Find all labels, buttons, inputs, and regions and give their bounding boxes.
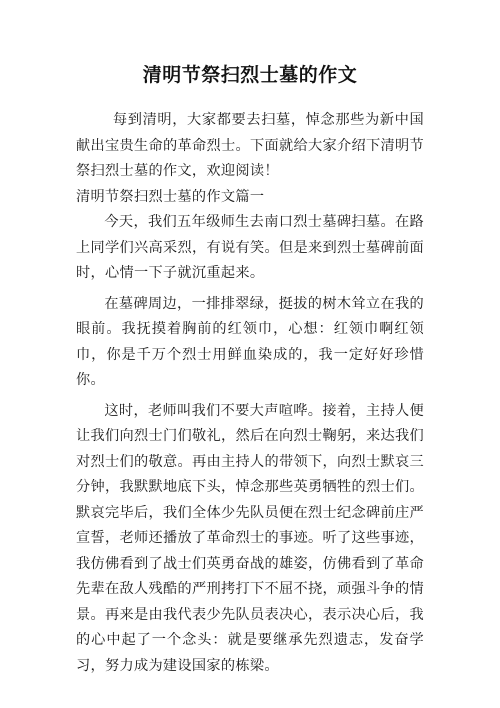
body-paragraph-1: 今天，我们五年级师生去南口烈士墓碑扫墓。在路上同学们兴高采烈，有说有笑。但是来到烈士墓碑前面时，心情一下子就沉重起来。 [76,214,424,281]
body-paragraph-3: 这时，老师叫我们不要大声喧哗。接着，主持人便让我们向烈士门们敬礼，然后在向烈士鞠躬，来达我们对烈士们的敬意。再由主持人的带领下，向烈士默哀三分钟，我默默地底下头，悼念那些英勇牺牲的烈士们。默哀完毕后，我们全体少先队员便在烈士纪念碑前庄严宣誓，老师还播放了革命烈士的事迹。听了这些事迹，我仿佛看到了战士们英勇奋战的雄姿，仿佛看到了革命先辈在敌人残酷的严刑拷打下不屈不挠，顽强斗争的情景。再来是由我代表少先队员表决心，表示决心后，我的心中起了一个念头：就是要继承先烈遗志，发奋学习，努力成为建设国家的栋梁。 [76,402,424,674]
body-paragraph-2: 在墓碑周边，一排排翠绿，挺拔的树木耸立在我的眼前。我抚摸着胸前的红领巾，心想：红领巾啊红领巾，你是千万个烈士用鲜血染成的，我一定好好珍惜你。 [76,295,424,388]
intro-paragraph: 每到清明，大家都要去扫墓，悼念那些为新中国献出宝贵生命的革命烈士。下面就给大家介绍下清明节祭扫烈士墓的作文，欢迎阅读！ [76,112,424,179]
section-heading: 清明节祭扫烈士墓的作文篇一 [76,188,265,205]
document-title: 清明节祭扫烈士墓的作文 [142,64,358,86]
